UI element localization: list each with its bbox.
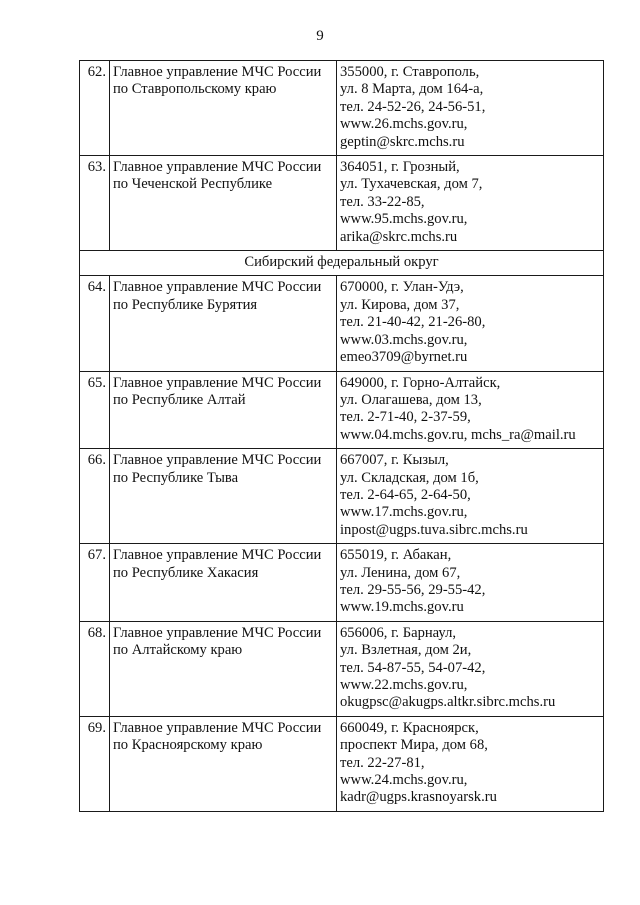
table-row bbox=[80, 156, 604, 251]
row-number: 65. bbox=[80, 371, 110, 449]
address-line: ул. Взлетная, дом 2и, bbox=[340, 642, 472, 659]
address-line: 355000, г. Ставрополь, bbox=[340, 64, 480, 80]
address-line: тел. 54-87-55, 54-07-42, bbox=[340, 659, 486, 676]
address-line: emeo3709@byrnet.ru bbox=[340, 349, 468, 366]
address-line: www.19.mchs.gov.ru bbox=[340, 599, 464, 616]
address-line: тел. 2-71-40, 2-37-59, bbox=[340, 409, 471, 426]
mchs-directory-table bbox=[79, 60, 604, 812]
department-name-line: по Республике Алтай bbox=[113, 391, 246, 408]
address-line: arika@skrc.mchs.ru bbox=[340, 228, 458, 245]
row-number: 66. bbox=[80, 449, 110, 544]
department-name bbox=[110, 276, 337, 371]
address-line: ул. 8 Марта, дом 164-а, bbox=[340, 81, 484, 98]
department-name-line: по Красноярскому краю bbox=[113, 737, 263, 754]
address-line: www.17.mchs.gov.ru, bbox=[340, 504, 468, 521]
address-line: www.04.mchs.gov.ru, mchs_ra@mail.ru bbox=[340, 426, 576, 443]
department-name bbox=[110, 449, 337, 544]
department-name bbox=[110, 621, 337, 716]
row-number: 63. bbox=[80, 156, 110, 251]
contact-address bbox=[337, 716, 604, 811]
department-name-line: Главное управление МЧС России bbox=[113, 159, 322, 176]
row-number: 64. bbox=[80, 276, 110, 371]
address-line: 660049, г. Красноярск, bbox=[340, 719, 479, 736]
page-number: 9 bbox=[316, 28, 324, 44]
contact-address bbox=[337, 156, 604, 251]
department-name bbox=[110, 61, 337, 156]
address-line: www.26.mchs.gov.ru, bbox=[340, 116, 468, 133]
address-line: проспект Мира, дом 68, bbox=[340, 737, 488, 754]
address-line: ул. Кирова, дом 37, bbox=[340, 296, 460, 313]
address-line: www.03.mchs.gov.ru, bbox=[340, 331, 468, 348]
department-name-line: по Республике Бурятия bbox=[113, 296, 258, 313]
table-row bbox=[80, 371, 604, 449]
table-row bbox=[80, 621, 604, 716]
address-line: тел. 2-64-65, 2-64-50, bbox=[340, 486, 471, 503]
address-line: inpost@ugps.tuva.sibrc.mchs.ru bbox=[340, 521, 528, 538]
department-name bbox=[110, 371, 337, 449]
department-name-line: по Алтайскому краю bbox=[113, 642, 243, 659]
department-name-line: Главное управление МЧС России bbox=[113, 547, 322, 564]
contact-address bbox=[337, 276, 604, 371]
table-row bbox=[80, 276, 604, 371]
address-line: www.24.mchs.gov.ru, bbox=[340, 772, 468, 789]
department-name-line: по Республике Хакасия bbox=[113, 564, 259, 581]
address-line: тел. 29-55-56, 29-55-42, bbox=[340, 581, 486, 598]
address-line: тел. 21-40-42, 21-26-80, bbox=[340, 314, 486, 331]
department-name-line: Главное управление МЧС России bbox=[113, 374, 322, 391]
contact-address bbox=[337, 61, 604, 156]
address-line: ул. Тухачевская, дом 7, bbox=[340, 176, 483, 193]
department-name-line: Главное управление МЧС России bbox=[113, 452, 322, 469]
row-number: 67. bbox=[80, 544, 110, 622]
address-line: geptin@skrc.mchs.ru bbox=[340, 133, 465, 150]
address-line: ул. Складская, дом 1б, bbox=[340, 469, 479, 486]
department-name-line: Главное управление МЧС России bbox=[113, 279, 322, 296]
table-body bbox=[80, 61, 604, 812]
department-name-line: Главное управление МЧС России bbox=[113, 624, 322, 641]
department-name-line: по Ставропольскому краю bbox=[113, 81, 277, 98]
address-line: 649000, г. Горно-Алтайск, bbox=[340, 374, 501, 391]
department-name-line: по Республике Тыва bbox=[113, 469, 239, 486]
department-name-line: Главное управление МЧС России bbox=[113, 719, 322, 736]
department-name-line: по Чеченской Республике bbox=[113, 176, 273, 193]
address-line: 656006, г. Барнаул, bbox=[340, 624, 457, 641]
table-row bbox=[80, 61, 604, 156]
contact-address bbox=[337, 449, 604, 544]
address-line: тел. 24-52-26, 24-56-51, bbox=[340, 98, 486, 115]
address-line: 667007, г. Кызыл, bbox=[340, 452, 449, 469]
address-line: www.95.mchs.gov.ru, bbox=[340, 211, 468, 228]
section-row bbox=[80, 251, 604, 276]
contact-address bbox=[337, 371, 604, 449]
department-name bbox=[110, 544, 337, 622]
table-row bbox=[80, 544, 604, 622]
address-line: ул. Олагашева, дом 13, bbox=[340, 391, 482, 408]
address-line: 364051, г. Грозный, bbox=[340, 159, 460, 176]
address-line: www.22.mchs.gov.ru, bbox=[340, 677, 468, 693]
address-line: тел. 33-22-85, bbox=[340, 193, 425, 210]
department-name-line: Главное управление МЧС России bbox=[113, 64, 322, 80]
row-number: 68. bbox=[80, 621, 110, 716]
address-line: тел. 22-27-81, bbox=[340, 754, 425, 771]
table-row bbox=[80, 449, 604, 544]
address-line: okugpsc@akugps.altkr.sibrc.mchs.ru bbox=[340, 694, 556, 711]
row-number: 69. bbox=[80, 716, 110, 811]
address-line: ул. Ленина, дом 67, bbox=[340, 564, 461, 581]
address-line: 655019, г. Абакан, bbox=[340, 547, 452, 564]
row-number: 62. bbox=[80, 61, 110, 156]
department-name bbox=[110, 156, 337, 251]
contact-address bbox=[337, 621, 604, 716]
section-heading: Сибирский федеральный округ bbox=[80, 251, 604, 276]
address-line: 670000, г. Улан-Удэ, bbox=[340, 279, 464, 296]
address-line: kadr@ugps.krasnoyarsk.ru bbox=[340, 789, 497, 806]
department-name bbox=[110, 716, 337, 811]
contact-address bbox=[337, 544, 604, 622]
table-row bbox=[80, 716, 604, 811]
